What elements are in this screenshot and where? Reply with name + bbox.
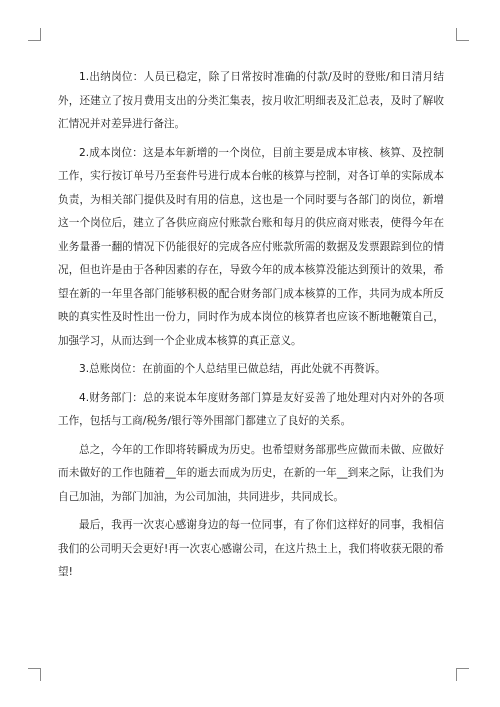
- document-body: [58, 66, 444, 590]
- paragraph-closing: 最后，我再一次衷心感谢身边的每一位同事，有了你们这样好的同事，我相信我们的公司明天会更好!再一次衷心感谢公司，在这片热土上，我们将收获无限的希望!: [58, 519, 444, 578]
- crop-mark-bottom-right: [456, 668, 469, 681]
- paragraph-cashier: 1.出纳岗位：人员已稳定，除了日常按时准确的付款/及时的登账/和日清月结外，还建立了按月费用支出的分类汇集表，按月收汇明细表及汇总表，及时了解收汇情况并对差异进行备注。: [58, 71, 444, 130]
- crop-mark-bottom-left: [28, 668, 41, 681]
- paragraph-finance-department: 4.财务部门：总的来说本年度财务部门算是友好妥善了地处理对内对外的各项工作，包括与工商/税务/银行等外围部门都建立了良好的关系。: [58, 391, 444, 427]
- paragraph-general-ledger: 3.总账岗位：在前面的个人总结里已做总结，再此处就不再赘诉。: [79, 363, 386, 375]
- paragraph-cost: 2.成本岗位：这是本年新增的一个岗位，目前主要是成本审核、核算、及控制工作，实行按订单号乃至套件号进行成本台帐的核算与控制，对各订单的实际成本负责，为相关部门提供及时有用的信息，这也是一个同时要与各部门的岗位，新增这一个岗位后，建立了各供应商应付账款台账和每月的供应商对账表，使得今年在业务量番一翻的情况下仍能很好的完成各应付账款所需的数据及发票跟踪到位的情况，但也许是由于各种因素的存在，导致今年的成本核算没能达到预计的效果，希望在新的一年里各部门能够积极的配合财务部门成本核算的工作，共同为成本所反映的真实性及时性出一份力，同时作为成本岗位的核算者也应该不断地鞭策自己，加强学习，从而达到一个企业成本核算的真正意义。: [58, 146, 444, 347]
- paragraph-summary: 总之，今年的工作即将转瞬成为历史。也希望财务部那些应做而未做、应做好而未做好的工作也随着__年的逝去而成为历史，在新的一年__到来之际，让我们为自己加油，为部门加油，为公司加油，共同进步，共同成长。: [58, 443, 444, 503]
- crop-mark-top-right: [456, 28, 469, 41]
- crop-mark-top-left: [28, 28, 41, 41]
